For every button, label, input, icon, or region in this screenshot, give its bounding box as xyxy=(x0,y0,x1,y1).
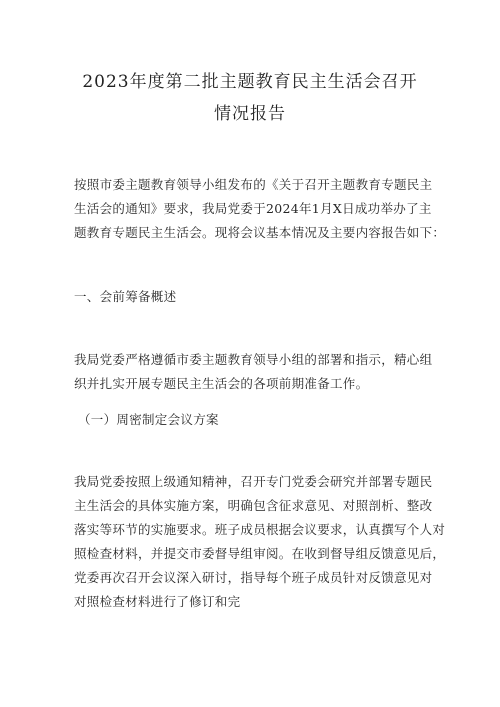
subsection-1-line: 主生活会的具体实施方案，明确包含征求意见、对照剖析、整改 xyxy=(74,498,433,513)
subsection-1-heading: （一）周密制定会议方案 xyxy=(78,412,219,427)
document-title-line-2: 情况报告 xyxy=(214,104,286,124)
section-1-paragraph xyxy=(74,348,444,396)
subsection-1-line: 党委再次召开会议深入研讨，指导每个班子成员针对反馈意见对 xyxy=(74,570,433,585)
intro-line: 按照市委主题教育领导小组发布的《关于召开主题教育专题民主 xyxy=(74,177,433,192)
section-1-line: 我局党委严格遵循市委主题教育领导小组的部署和指示，精心组 xyxy=(74,352,433,367)
subsection-1-line: 落实等环节的实施要求。班子成员根据会议要求，认真撰写个人对 xyxy=(74,522,446,537)
section-1-line: 织并扎实开展专题民主生活会的各项前期准备工作。 xyxy=(74,376,369,391)
document-title-line-1: 2023年度第二批主题教育民主生活会召开 xyxy=(82,72,418,92)
subsection-1-paragraph xyxy=(74,470,444,614)
subsection-1-line: 我局党委按照上级通知精神，召开专门党委会研究并部署专题民 xyxy=(74,474,433,489)
section-1-heading: 一、会前筹备概述 xyxy=(74,289,177,304)
intro-paragraph xyxy=(74,173,444,245)
subsection-1-line: 照检查材料，并提交市委督导组审阅。在收到督导组反馈意见后， xyxy=(74,546,446,561)
intro-line: 题教育专题民主生活会。现将会议基本情况及主要内容报告如下： xyxy=(74,225,446,240)
subsection-1-line: 对照检查材料进行了修订和完 xyxy=(74,594,241,609)
intro-line: 生活会的通知》要求，我局党委于2024年1月X日成功举办了主 xyxy=(74,201,432,216)
